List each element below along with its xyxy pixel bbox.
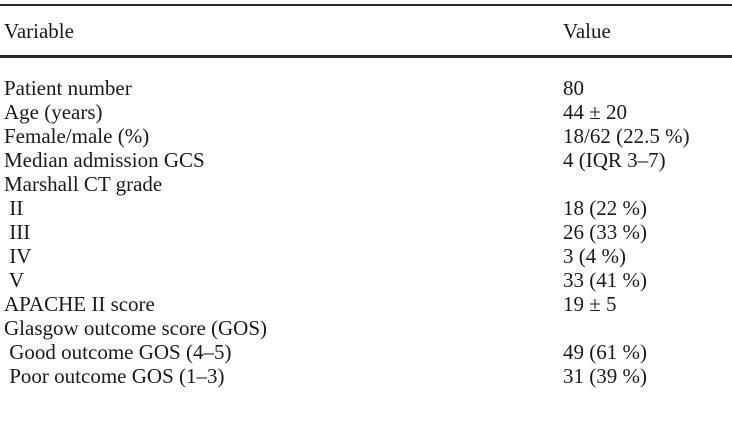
- row-variable: Patient number: [4, 76, 132, 100]
- row-variable: Median admission GCS: [4, 148, 205, 172]
- header-variable: Variable: [4, 19, 74, 43]
- row-value: 4 (IQR 3–7): [563, 148, 666, 172]
- row-variable: Glasgow outcome score (GOS): [4, 316, 268, 340]
- row-value: 31 (39 %): [563, 364, 647, 388]
- row-variable: Poor outcome GOS (1–3): [4, 364, 225, 388]
- row-variable: APACHE II score: [4, 292, 155, 316]
- row-variable: Age (years): [4, 100, 103, 124]
- row-variable: Female/male (%): [4, 124, 150, 148]
- row-value: 19 ± 5: [563, 292, 617, 316]
- row-value: 33 (41 %): [563, 268, 647, 292]
- row-variable: Marshall CT grade: [4, 172, 163, 196]
- row-variable: Good outcome GOS (4–5): [4, 340, 232, 364]
- row-value: 49 (61 %): [563, 340, 647, 364]
- row-value: 44 ± 20: [563, 100, 628, 124]
- row-value: 18/62 (22.5 %): [563, 124, 690, 148]
- row-variable: V: [4, 268, 25, 292]
- row-value: 3 (4 %): [563, 244, 626, 268]
- header-rule: [0, 55, 732, 58]
- row-value: 26 (33 %): [563, 220, 647, 244]
- row-value: 18 (22 %): [563, 196, 647, 220]
- row-variable: III: [4, 220, 31, 244]
- row-variable: IV: [4, 244, 32, 268]
- header-value: Value: [563, 19, 611, 43]
- top-rule: [0, 4, 732, 6]
- row-value: 80: [563, 76, 584, 100]
- row-variable: II: [4, 196, 24, 220]
